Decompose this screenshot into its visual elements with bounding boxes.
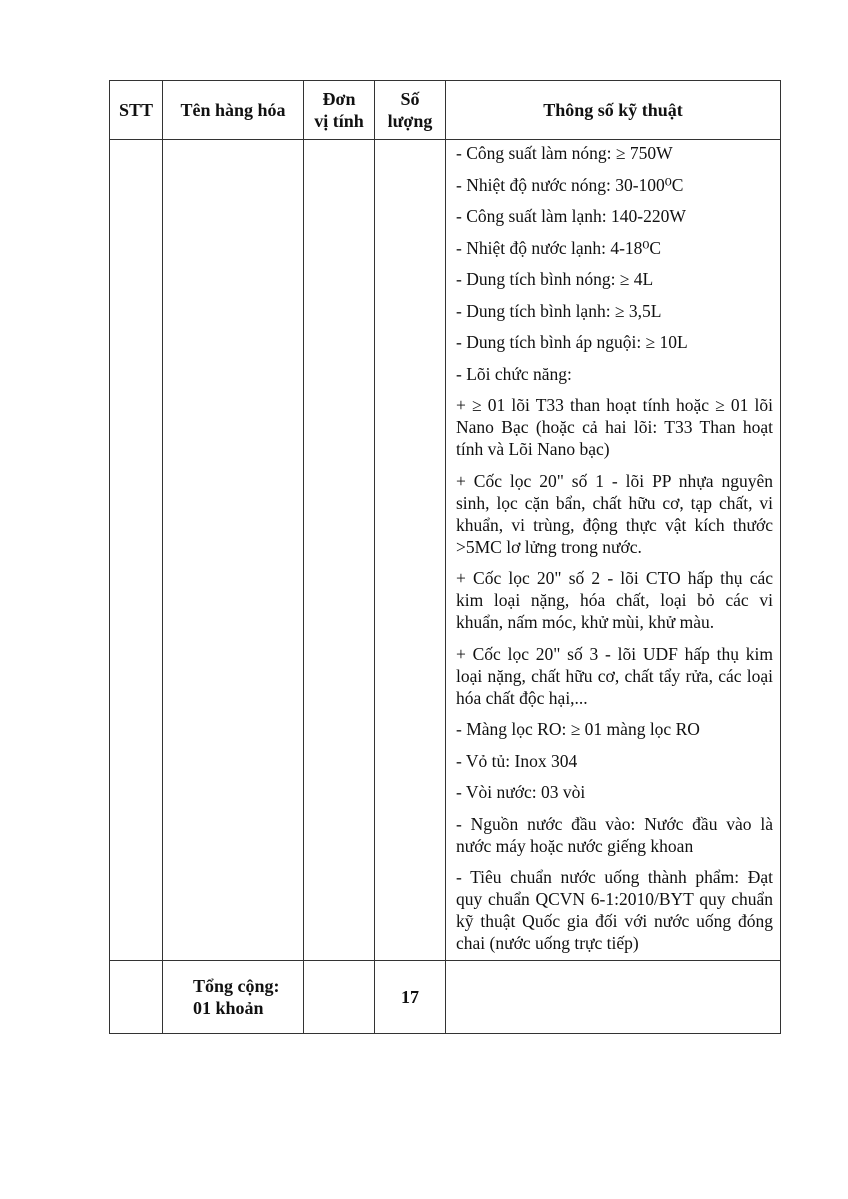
specification-table [109, 80, 781, 1034]
spec-item: + ≥ 01 lõi T33 than hoạt tính hoặc ≥ 01 lõi Nano Bạc (hoặc cả hai lõi: T33 Than hoạt tính và Lõi Nano bạc) [456, 395, 773, 459]
header-unit-line1: Đơn [322, 89, 356, 109]
total-label-line1: Tổng cộng: [193, 976, 280, 996]
spec-item: - Vỏ tủ: Inox 304 [456, 750, 578, 771]
spec-item: - Nhiệt độ nước lạnh: 4-18⁰C [456, 237, 662, 258]
spec-item: - Vòi nước: 03 vòi [456, 782, 586, 802]
spec-item: - Dung tích bình lạnh: ≥ 3,5L [456, 300, 662, 321]
total-specs-cell [446, 961, 781, 1034]
spec-item: + Cốc lọc 20" số 1 - lõi PP nhựa nguyên sinh, lọc cặn bẩn, chất hữu cơ, tạp chất, vi khuẩn, vi trùng, động thực vật kích thước >5MC lơ lửng trong nước. [456, 470, 773, 557]
header-stt: STT [110, 81, 163, 140]
spec-item: - Dung tích bình áp nguội: ≥ 10L [456, 332, 688, 352]
spec-item: - Dung tích bình nóng: ≥ 4L [456, 269, 654, 289]
header-quantity-line2: lượng [387, 111, 433, 131]
spec-item: + Cốc lọc 20" số 3 - lõi UDF hấp thụ kim loại nặng, chất hữu cơ, chất tẩy rửa, các loại hóa chất độc hại,... [456, 643, 773, 708]
spec-item: - Lõi chức năng: [456, 363, 572, 384]
spec-item: - Màng lọc RO: ≥ 01 màng lọc RO [456, 719, 700, 739]
total-unit-cell [304, 961, 375, 1034]
total-label-line2: 01 khoản [193, 998, 264, 1018]
cell-stt [110, 140, 163, 961]
item-row [110, 140, 781, 961]
total-label [163, 961, 304, 1034]
cell-item-name [163, 140, 304, 961]
cell-unit [304, 140, 375, 961]
cell-quantity [375, 140, 446, 961]
spec-item: + Cốc lọc 20" số 2 - lõi CTO hấp thụ các kim loại nặng, hóa chất, loại bỏ các vi khuẩn, nấm móc, khử mùi, khử màu. [456, 568, 773, 632]
header-quantity [375, 81, 446, 140]
header-unit-line2: vị tính [314, 111, 364, 131]
total-quantity: 17 [375, 961, 446, 1034]
header-specs: Thông số kỹ thuật [446, 81, 781, 140]
spec-item: - Tiêu chuẩn nước uống thành phẩm: Đạt quy chuẩn QCVN 6-1:2010/BYT quy chuẩn kỹ thuật Quốc gia đối với nước uống đóng chai (nước uống trực tiếp) [456, 867, 773, 953]
spec-item: - Công suất làm lạnh: 140-220W [456, 206, 686, 226]
total-row [110, 961, 781, 1034]
header-row [110, 81, 781, 140]
spec-item: - Nguồn nước đầu vào: Nước đầu vào là nước máy hoặc nước giếng khoan [456, 813, 773, 856]
header-unit [304, 81, 375, 140]
spec-item: - Nhiệt độ nước nóng: 30-100⁰C [456, 174, 684, 195]
header-item-name: Tên hàng hóa [163, 81, 304, 140]
spec-item: - Công suất làm nóng: ≥ 750W [456, 143, 673, 163]
header-quantity-line1: Số [400, 89, 420, 109]
cell-specs [446, 140, 781, 961]
total-stt-cell [110, 961, 163, 1034]
